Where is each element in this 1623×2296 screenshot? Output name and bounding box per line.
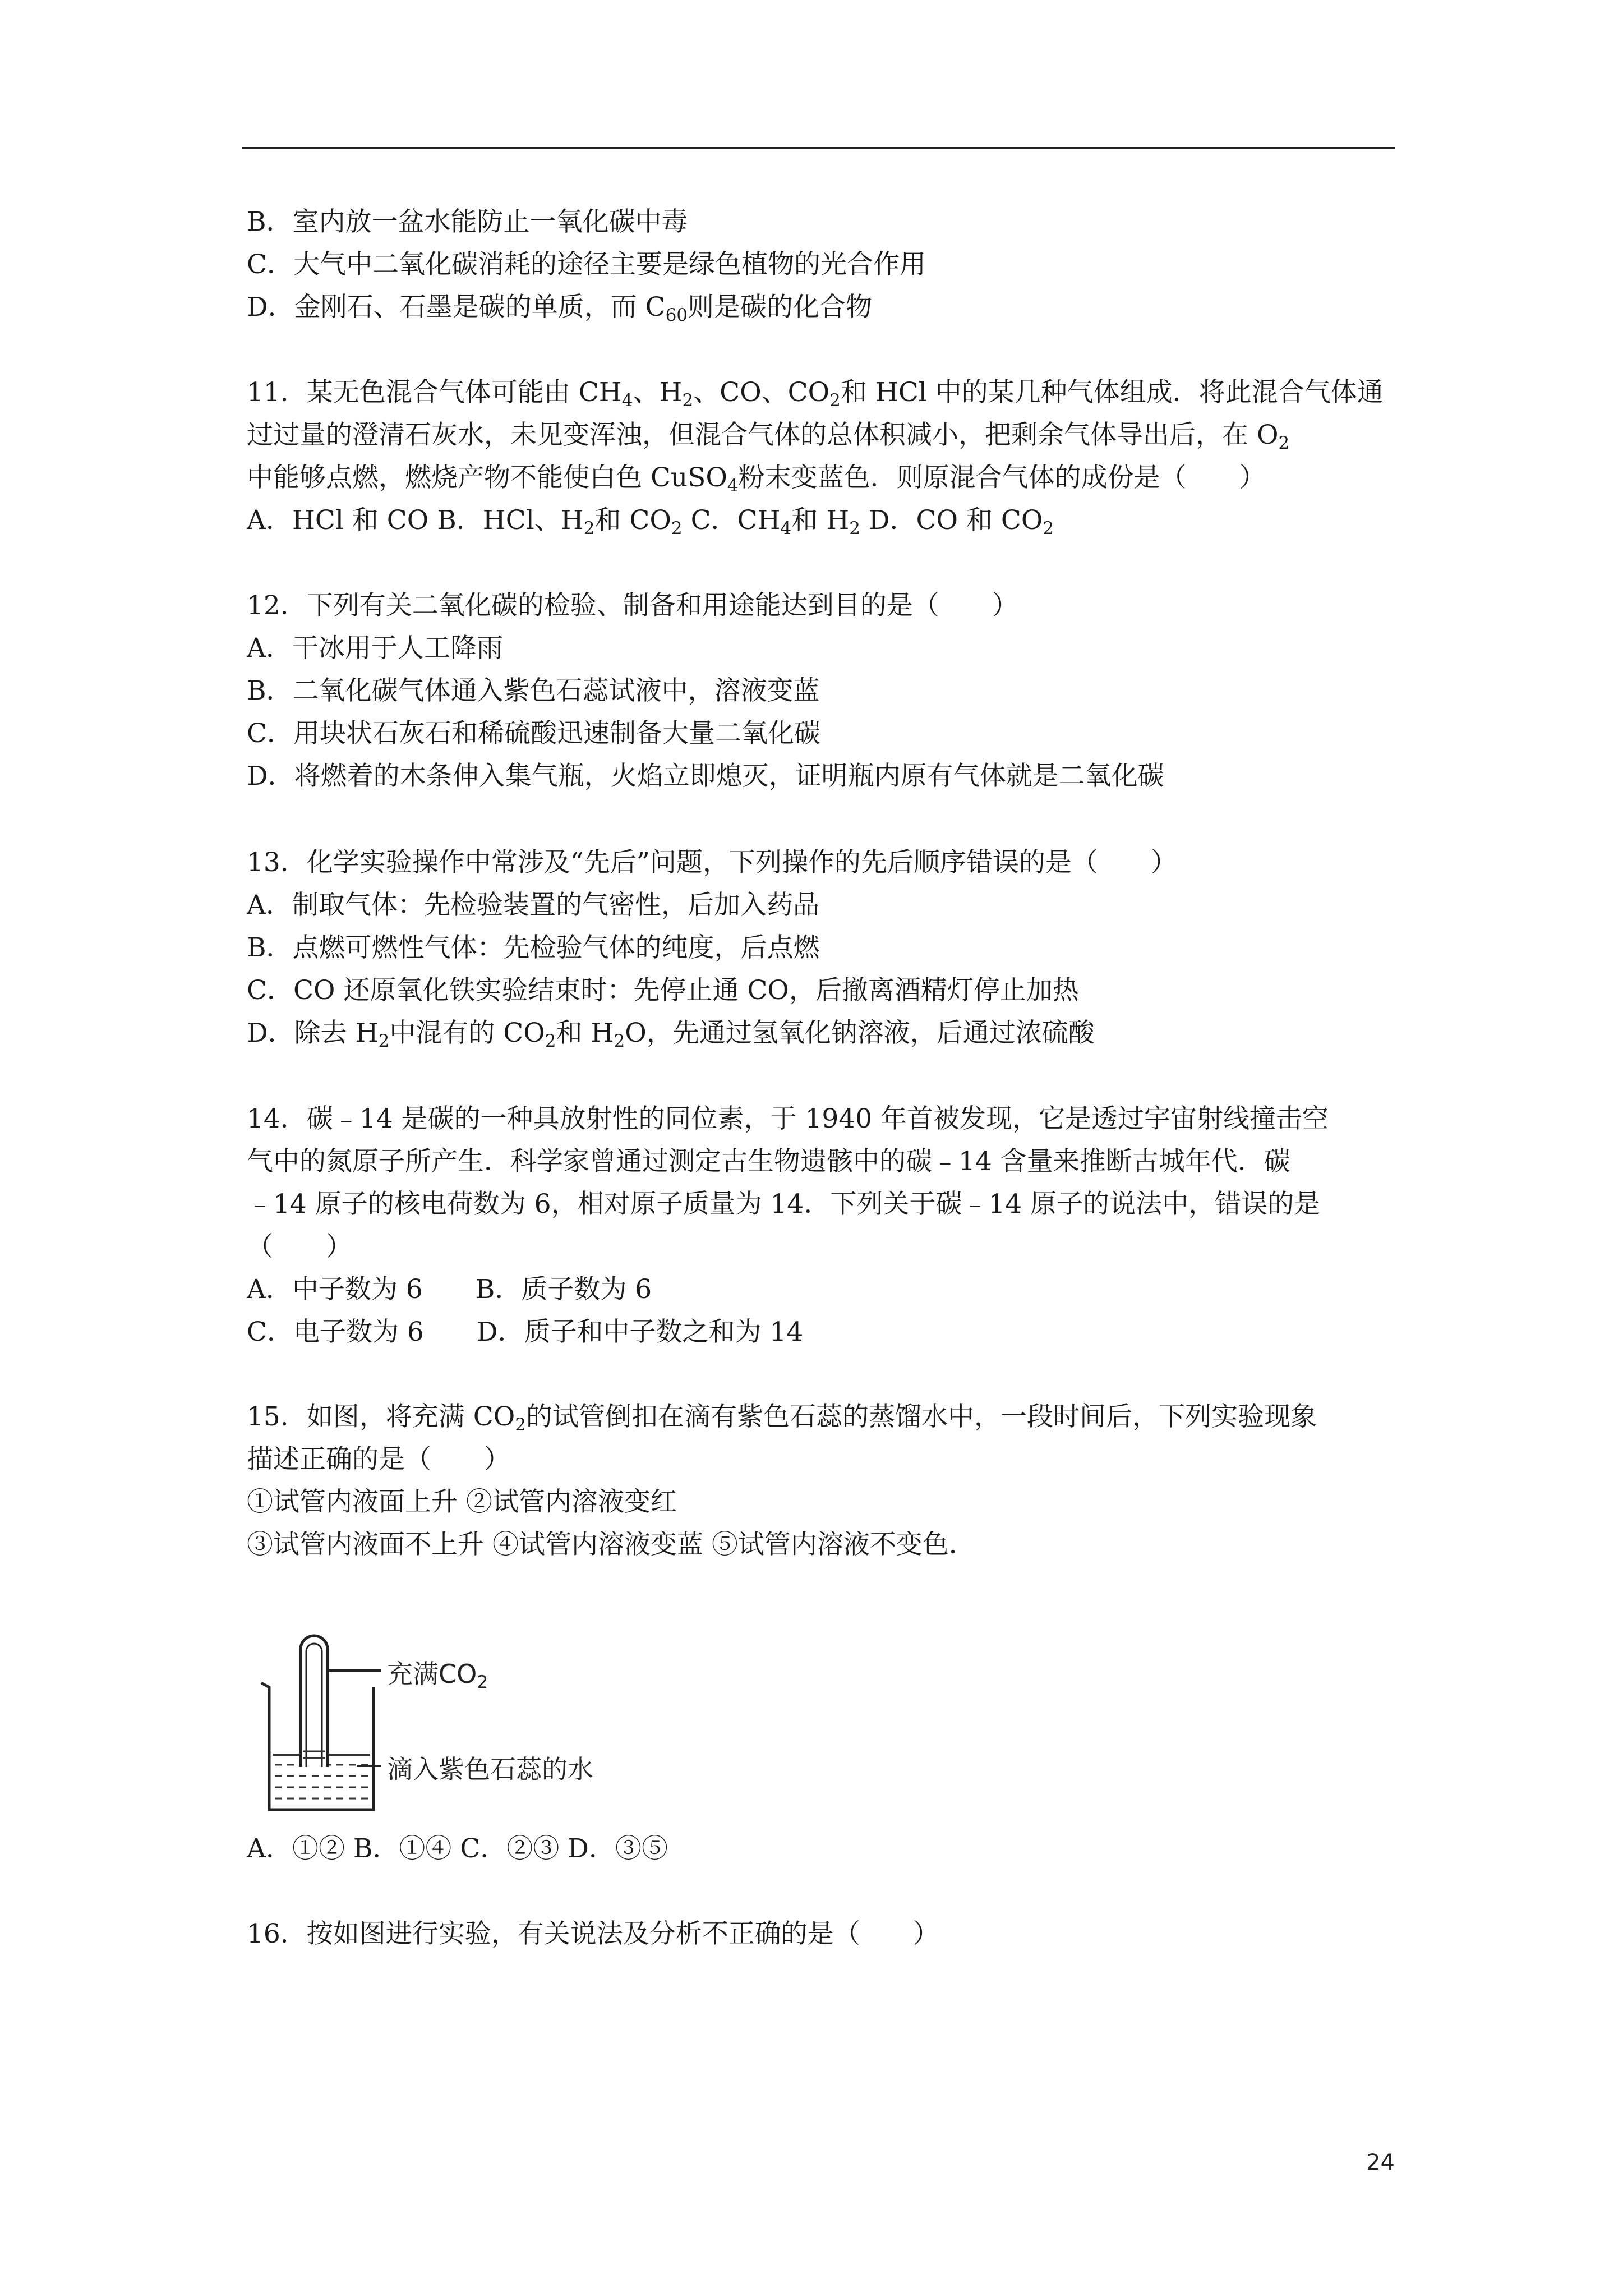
header-rule [242, 147, 1395, 149]
q13-option-d: D．除去 $H_2$中混有的 $CO_2$和 $H_2O$，先通过氢氧化钠溶液，后通过浓硫酸 [247, 1018, 1095, 1051]
question-15 [247, 1396, 1402, 1566]
q11-stem-line1: 11．某无色混合气体可能由 $CH_4$、$H_2$、CO、$CO_2$和 HCl 中的某几种气体组成．将此混合气体通 [247, 377, 1384, 411]
q16-stem: 16．按如图进行实验，有关说法及分析不正确的是（ ） [247, 1918, 939, 1949]
q15-stem-line2: 描述正确的是（ ） [247, 1444, 510, 1475]
q13-stem: 13．化学实验操作中常涉及“先后”问题，下列操作的先后顺序错误的是（ ） [247, 847, 1177, 878]
q11-stem-line2: 过过量的澄清石灰水，未见变浑浊，但混合气体的总体积减小，把剩余气体导出后，在 $O_2$ [247, 420, 1290, 453]
page-number: 24 [1366, 2150, 1395, 2175]
question-13 [247, 841, 1402, 1055]
q11-options: A．HCl 和 CO B．HCl、$H_2$和 $CO_2$ C．$CH_4$和 $H_2$ D．CO 和 $CO_2$ [247, 505, 1054, 539]
label-litmus-water: 滴入紫色石蕊的水 [387, 1754, 593, 1784]
q12-option-c: C．用块状石灰石和稀硫酸迅速制备大量二氧化碳 [247, 718, 820, 749]
q15-statements-1: ①试管内液面上升 ②试管内溶液变红 [247, 1487, 677, 1517]
option-d: D．金刚石、石墨是碳的单质，而 $C_{60}$则是碳的化合物 [247, 292, 873, 325]
q14-options-row1: A．中子数为 6 B．质子数为 6 [247, 1274, 652, 1305]
q11-stem-line3: 中能够点燃，燃烧产物不能使白色 CuSO$_4$粉末变蓝色．则原混合气体的成份是（ ） [247, 462, 1266, 496]
question-16 [247, 1913, 1402, 1955]
q13-option-c: C．CO 还原氧化铁实验结束时：先停止通 CO，后撤离酒精灯停止加热 [247, 975, 1079, 1006]
option-c: C．大气中二氧化碳消耗的途径主要是绿色植物的光合作用 [247, 249, 926, 280]
question-14 [247, 1098, 1402, 1354]
test-tube-icon [301, 1636, 328, 1767]
q14-stem-line2: 气中的氮原子所产生．科学家曾通过测定古生物遗骸中的碳﹣14 含量来推断古城年代．碳 [247, 1146, 1290, 1177]
question-12 [247, 585, 1402, 798]
q14-stem-line3: ﹣14 原子的核电荷数为 6，相对原子质量为 14．下列关于碳﹣14 原子的说法中，错误的是 [247, 1189, 1321, 1220]
q14-stem-line4: （ ） [247, 1231, 352, 1262]
q12-stem: 12．下列有关二氧化碳的检验、制备和用途能达到目的是（ ） [247, 590, 1018, 621]
q13-option-a: A．制取气体：先检验装置的气密性，后加入药品 [247, 890, 819, 921]
q15-answer-options [247, 1828, 1402, 1870]
q14-options-row2: C．电子数为 6 D．质子和中子数之和为 14 [247, 1317, 804, 1347]
question-10-options [247, 201, 1402, 329]
q12-option-d: D．将燃着的木条伸入集气瓶，火焰立即熄灭，证明瓶内原有气体就是二氧化碳 [247, 761, 1164, 792]
q15-stem-line1: 15．如图，将充满 $CO_2$的试管倒扣在滴有紫色石蕊的蒸馏水中，一段时间后，下列实验现象 [247, 1401, 1317, 1435]
q15-options: A．①② B．①④ C．②③ D．③⑤ [247, 1833, 668, 1864]
q12-option-b: B．二氧化碳气体通入紫色石蕊试液中，溶液变蓝 [247, 675, 820, 706]
q12-option-a: A．干冰用于人工降雨 [247, 633, 503, 664]
option-b: B．室内放一盆水能防止一氧化碳中毒 [247, 206, 688, 237]
q15-experiment-figure [247, 1627, 695, 1829]
q14-stem-line1: 14．碳﹣14 是碳的一种具放射性的同位素，于 1940 年首被发现，它是透过宇宙射线撞击空 [247, 1103, 1329, 1134]
q15-statements-2: ③试管内液面不上升 ④试管内溶液变蓝 ⑤试管内溶液不变色． [247, 1529, 975, 1560]
q13-option-b: B．点燃可燃性气体：先检验气体的纯度，后点燃 [247, 932, 820, 963]
label-co2-filled: 充满$CO_2$ [387, 1659, 488, 1692]
question-11 [247, 371, 1402, 542]
